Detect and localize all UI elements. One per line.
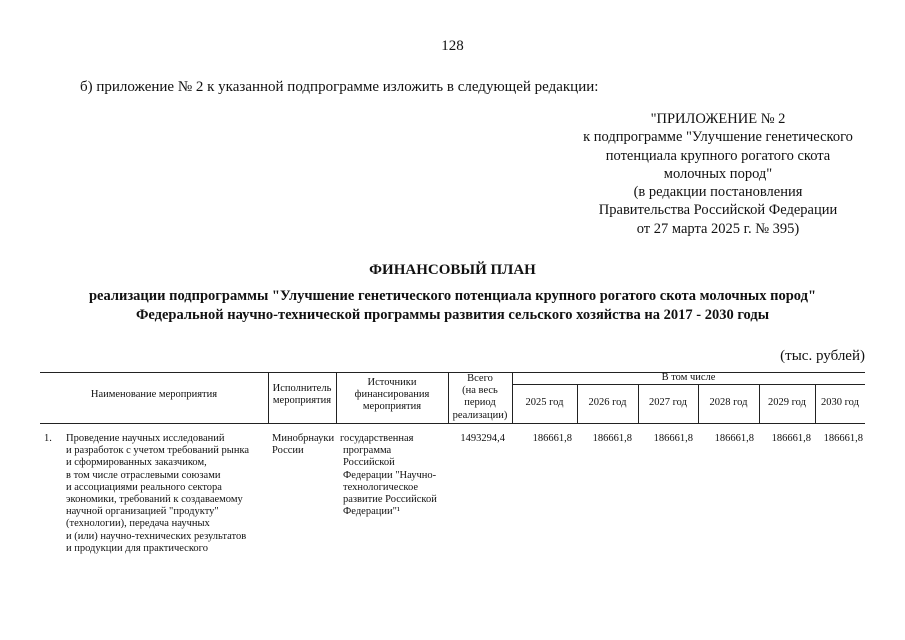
header-total-line: реализации): [452, 409, 508, 421]
appendix-line: Правительства Российской Федерации: [598, 202, 838, 219]
header-year-2029: 2029 год: [768, 397, 806, 408]
row-name-line: и продукции для практического: [66, 542, 208, 554]
row-source-line: программа: [343, 445, 392, 457]
row-executor-line: Минобрнауки: [272, 433, 335, 444]
header-sources-line: финансирования: [354, 389, 430, 401]
units-label: (тыс. рублей): [780, 348, 865, 364]
header-name: Наименование мероприятия: [90, 389, 218, 400]
row-value-2030: 186661,8: [823, 433, 863, 444]
plan-subtitle-line: Федеральной научно-технической программы развития сельского хозяйства на 2017 - 2030 годы: [135, 306, 770, 323]
header-year-2028: 2028 год: [709, 397, 748, 408]
row-total: 1493294,4: [460, 433, 505, 444]
row-value-2026: 186661,8: [592, 433, 632, 444]
row-name-line: и ассоциациями реального сектора: [66, 481, 222, 493]
row-name-line: научной организацией "продукту": [66, 506, 219, 518]
row-name-line: Проведение научных исследований: [66, 433, 225, 444]
row-source-line: Федерации"¹: [343, 506, 401, 518]
row-source: [340, 433, 446, 518]
header-including: В том числе: [661, 372, 716, 383]
row-value-2029: 186661,8: [771, 433, 811, 444]
header-executor: [268, 383, 336, 407]
row-executor: [272, 433, 338, 457]
row-source-line: Федерации "Научно-: [343, 469, 437, 481]
row-name-line: в том числе отраслевыми союзами: [66, 469, 221, 481]
plan-title: ФИНАНСОВЫЙ ПЛАН: [369, 262, 536, 278]
header-executor-line: мероприятия: [272, 395, 332, 407]
row-source-line: государственная: [340, 433, 414, 444]
row-value-2027: 186661,8: [653, 433, 693, 444]
appendix-line: "ПРИЛОЖЕНИЕ № 2: [650, 111, 786, 127]
row-name: [66, 433, 266, 555]
appendix-block: [548, 110, 888, 238]
row-name-line: и сформированных заказчиком,: [66, 457, 207, 469]
intro-text: б) приложение № 2 к указанной подпрограмме изложить в следующей редакции:: [80, 79, 599, 95]
header-total-line: Всего: [467, 373, 493, 384]
header-total: [448, 373, 512, 422]
header-total-line: период: [464, 397, 496, 409]
row-executor-line: России: [272, 445, 304, 457]
header-sources-line: мероприятия: [362, 401, 422, 413]
page-number: 128: [441, 38, 464, 54]
appendix-line: к подпрограмме "Улучшение генетического: [583, 129, 853, 146]
header-year-2027: 2027 год: [649, 397, 687, 408]
row-source-line: развитие Российской: [343, 494, 437, 506]
header-year-2030: 2030 год: [821, 397, 859, 408]
plan-subtitle: [40, 287, 865, 324]
row-index: 1.: [44, 433, 52, 444]
header-year-2025: 2025 год: [525, 397, 564, 408]
row-value-2028: 186661,8: [714, 433, 754, 444]
row-name-line: экономики, требований к создаваемому: [66, 494, 243, 506]
row-source-line: технологическое: [343, 481, 418, 493]
row-value-2025: 186661,8: [532, 433, 572, 444]
header-sources-line: Источники: [367, 377, 417, 388]
appendix-line: молочных пород": [663, 165, 773, 182]
row-name-line: и разработок с учетом требований рынка: [66, 445, 250, 457]
appendix-line: от 27 марта 2025 г. № 395): [636, 220, 800, 237]
header-year-2026: 2026 год: [588, 397, 627, 408]
row-source-line: Российской: [343, 457, 395, 469]
row-name-line: и (или) научно-технических результатов: [66, 530, 247, 542]
appendix-line: потенциала крупного рогатого скота: [605, 147, 831, 164]
header-executor-line: Исполнитель: [272, 383, 332, 394]
header-sources: [336, 377, 448, 414]
row-name-line: (технологии), передача научных: [66, 518, 210, 530]
header-bottom-border: [40, 423, 865, 424]
plan-subtitle-line: реализации подпрограммы "Улучшение генетического потенциала крупного рогатого скота молочных пород": [88, 288, 817, 304]
appendix-line: (в редакции постановления: [633, 184, 803, 201]
header-total-line: (на весь: [462, 385, 498, 397]
